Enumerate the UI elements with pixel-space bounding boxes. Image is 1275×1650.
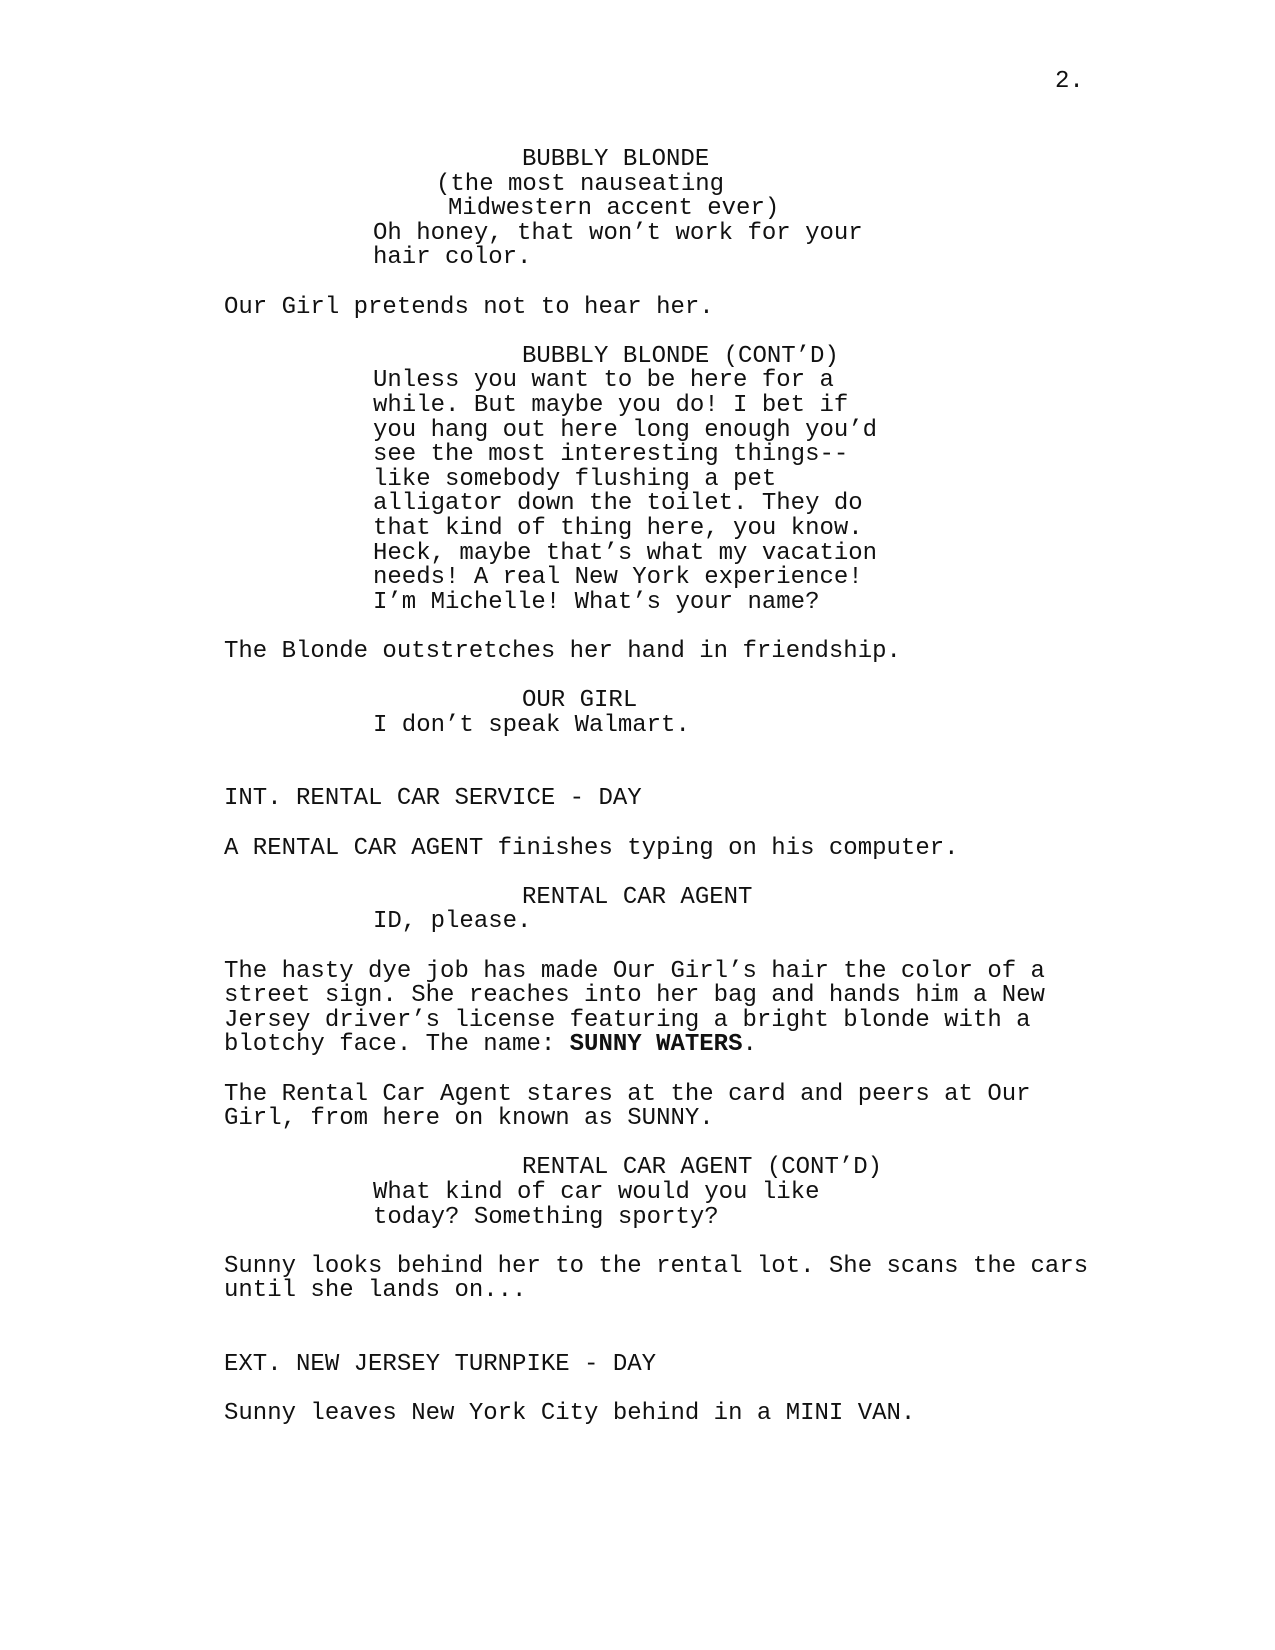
action-line: until she lands on... xyxy=(224,1277,527,1305)
dialogue-line: like somebody flushing a pet xyxy=(373,465,777,493)
action-line xyxy=(224,1033,1104,1058)
action-line: Sunny leaves New York City behind in a MINI VAN. xyxy=(224,1400,916,1428)
parenthetical: (the most nauseating xyxy=(436,170,725,198)
action-line: Jersey driver’s license featuring a bright blonde with a xyxy=(224,1006,1031,1034)
blank-line xyxy=(224,1132,1104,1157)
dialogue-line: today? Something sporty? xyxy=(373,1203,719,1231)
blank-line xyxy=(224,763,1104,788)
dialogue-line: needs! A real New York experience! xyxy=(373,564,863,592)
blank-line xyxy=(224,615,1104,640)
action-line: Sunny looks behind her to the rental lot. She scans the cars xyxy=(224,1252,1089,1280)
dialogue-line: see the most interesting things-- xyxy=(373,441,849,469)
page-number: 2. xyxy=(1055,68,1084,95)
dialogue-line: you hang out here long enough you’d xyxy=(373,416,878,444)
blank-line xyxy=(224,812,1104,837)
dialogue-line: I don’t speak Walmart. xyxy=(373,711,690,739)
character-cue: BUBBLY BLONDE xyxy=(522,146,710,173)
action-line: street sign. She reaches into her bag and hands him a New xyxy=(224,982,1045,1010)
action-text: blotchy face. The name: xyxy=(224,1031,570,1059)
action-line: The Blonde outstretches her hand in friendship. xyxy=(224,637,901,665)
character-cue: RENTAL CAR AGENT (CONT’D) xyxy=(522,1154,883,1182)
dialogue-line: Unless you want to be here for a xyxy=(373,367,834,395)
blank-line xyxy=(224,861,1104,886)
action-text: . xyxy=(742,1031,757,1059)
blank-line xyxy=(224,935,1104,960)
dialogue-line: What kind of car would you like xyxy=(373,1178,820,1206)
action-line: The Rental Car Agent stares at the card and peers at Our xyxy=(224,1080,1031,1108)
dialogue-line: Oh honey, that won’t work for your xyxy=(373,219,863,247)
screenplay-page xyxy=(224,148,1104,1427)
action-line: Girl, from here on known as SUNNY. xyxy=(224,1105,714,1133)
dialogue-line: Heck, maybe that’s what my vacation xyxy=(373,539,878,567)
dialogue-line: while. But maybe you do! I bet if xyxy=(373,391,849,419)
parenthetical: Midwestern accent ever) xyxy=(448,195,780,223)
dialogue-line: ID, please. xyxy=(373,908,532,936)
blank-line xyxy=(224,271,1104,296)
dialogue-line: that kind of thing here, you know. xyxy=(373,514,863,542)
dialogue-line: alligator down the toilet. They do xyxy=(373,490,863,518)
blank-line xyxy=(224,1378,1104,1403)
blank-line xyxy=(224,664,1104,689)
dialogue-line: I’m Michelle! What’s your name? xyxy=(373,588,820,616)
blank-line xyxy=(224,320,1104,345)
action-line: A RENTAL CAR AGENT finishes typing on his computer. xyxy=(224,834,959,862)
scene-heading: INT. RENTAL CAR SERVICE - DAY xyxy=(224,785,642,813)
scene-heading: EXT. NEW JERSEY TURNPIKE - DAY xyxy=(224,1351,657,1379)
character-cue: BUBBLY BLONDE (CONT’D) xyxy=(522,342,839,370)
character-name-emphasis: SUNNY WATERS xyxy=(569,1031,743,1059)
action-line: Our Girl pretends not to hear her. xyxy=(224,293,714,321)
blank-line xyxy=(224,1058,1104,1083)
blank-line xyxy=(224,1329,1104,1354)
blank-line xyxy=(224,1304,1104,1329)
blank-line xyxy=(224,1230,1104,1255)
action-line: The hasty dye job has made Our Girl’s hair the color of a xyxy=(224,957,1045,985)
character-cue: OUR GIRL xyxy=(522,687,638,715)
character-cue: RENTAL CAR AGENT xyxy=(522,883,753,911)
blank-line xyxy=(224,738,1104,763)
dialogue-line: hair color. xyxy=(373,244,532,272)
